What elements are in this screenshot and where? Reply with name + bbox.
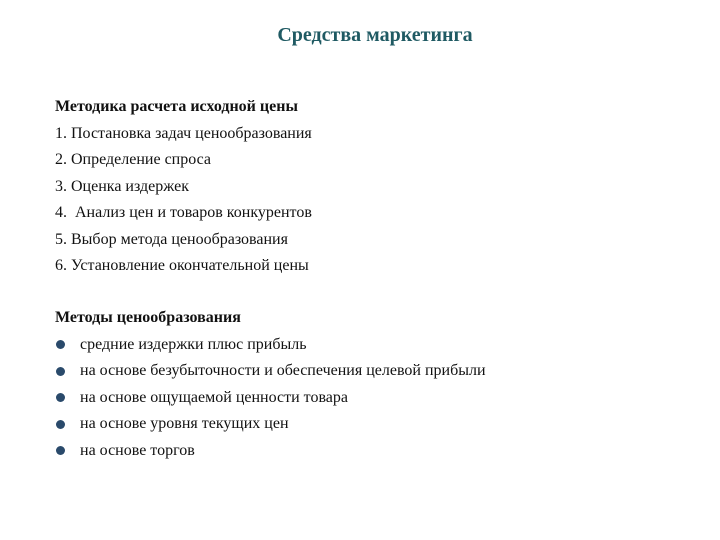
pricing-method-item — [55, 385, 486, 412]
bullet-dot-icon — [56, 393, 65, 402]
pricing-method-label: на основе торгов — [80, 441, 195, 459]
pricing-methods-heading: Методы ценообразования — [55, 309, 241, 326]
pricing-steps-heading: Методика расчета исходной цены — [55, 98, 298, 115]
pricing-steps-section — [55, 94, 312, 280]
pricing-methods-section — [55, 305, 486, 464]
pricing-method-item — [55, 332, 486, 359]
slide-title: Средства маркетинга — [277, 24, 473, 46]
pricing-method-label: средние издержки плюс прибыль — [80, 335, 307, 353]
pricing-method-item — [55, 438, 486, 465]
bullet-dot-icon — [56, 446, 65, 455]
pricing-step-item: 6. Установление окончательной цены — [55, 257, 309, 274]
pricing-step-item: 5. Выбор метода ценообразования — [55, 230, 288, 248]
pricing-step-item: 3. Оценка издержек — [55, 177, 189, 195]
bullet-dot-icon — [56, 340, 65, 349]
pricing-method-label: на основе ощущаемой ценности товара — [80, 388, 348, 406]
bullet-dot-icon — [56, 367, 65, 376]
pricing-method-item — [55, 358, 486, 385]
bullet-dot-icon — [56, 420, 65, 429]
pricing-method-label: на основе уровня текущих цен — [80, 415, 289, 432]
pricing-step-item: 4. Анализ цен и товаров конкурентов — [55, 204, 312, 221]
pricing-step-item: 1. Постановка задач ценообразования — [55, 124, 312, 142]
pricing-step-item: 2. Определение спроса — [55, 151, 212, 168]
pricing-method-label: на основе безубыточности и обеспечения целевой прибыли — [80, 362, 486, 379]
pricing-method-item — [55, 411, 486, 438]
